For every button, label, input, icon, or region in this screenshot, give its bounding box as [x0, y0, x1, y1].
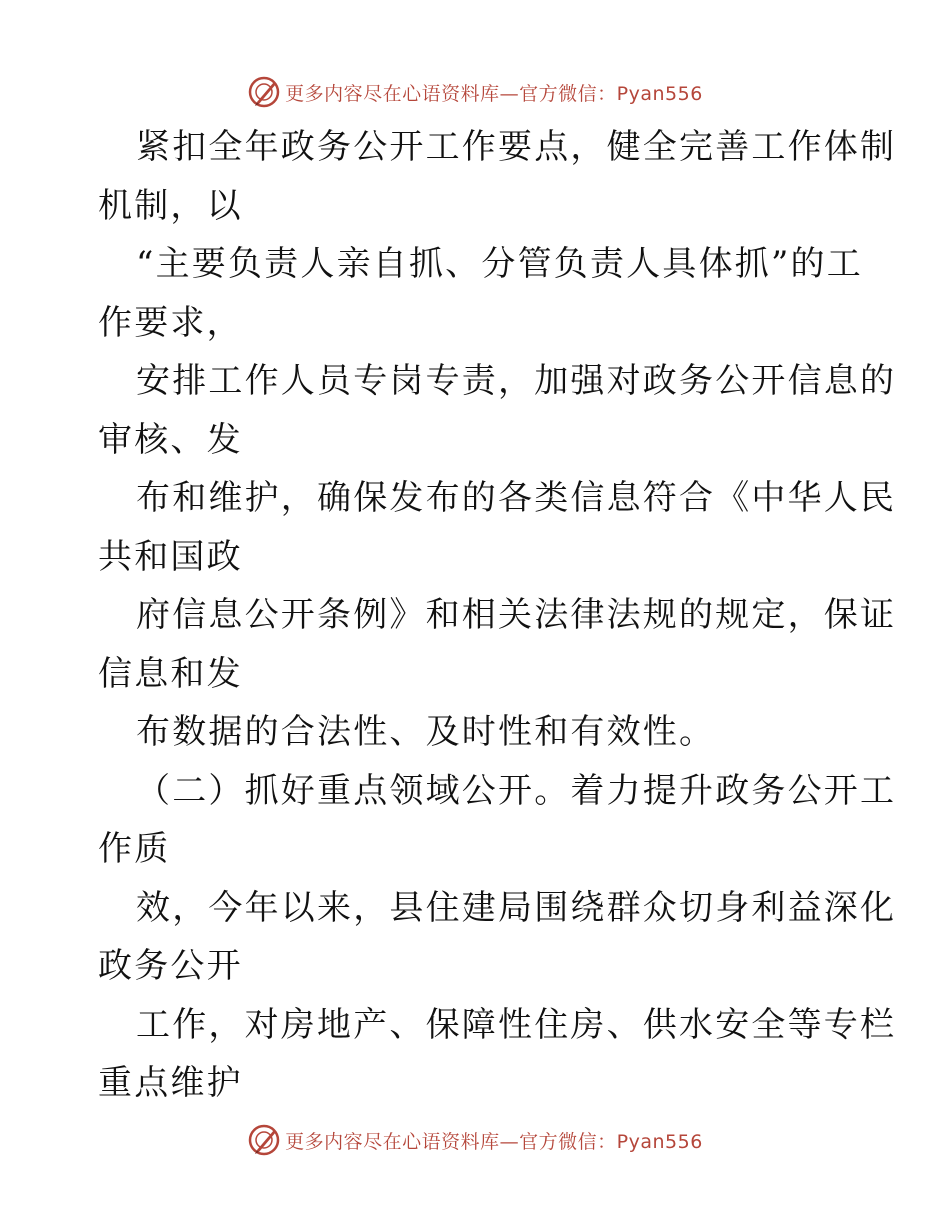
- body-line: （二）抓好重点领域公开。着力提升政务公开工: [136, 770, 897, 811]
- document-body: [98, 118, 897, 1113]
- body-line: 紧扣全年政务公开工作要点，健全完善工作体制: [136, 127, 897, 167]
- body-line: 审核、发: [98, 419, 243, 460]
- body-line: 重点维护: [98, 1063, 243, 1103]
- body-line: 府信息公开条例》和相关法律法规的规定，保证: [136, 595, 897, 635]
- body-line: “主要负责人亲自抓、分管负责人具体抓”的工: [136, 244, 863, 284]
- body-line: 布和维护，确保发布的各类信息符合《中华人民: [136, 478, 897, 518]
- footer-banner: [0, 1120, 950, 1160]
- body-line: 安排工作人员专岗专责，加强对政务公开信息的: [136, 361, 897, 401]
- header-banner: [0, 72, 950, 112]
- body-line: 作要求，: [98, 302, 243, 343]
- body-line: 工作，对房地产、保障性住房、供水安全等专栏: [136, 1004, 897, 1045]
- footer-banner-wechat-id: Pyan556: [616, 1130, 703, 1153]
- footer-banner-text: [285, 1127, 703, 1154]
- body-line: 效，今年以来，县住建局围绕群众切身利益深化: [136, 887, 897, 928]
- body-line: 机制，以: [98, 185, 243, 226]
- header-banner-text: [285, 79, 703, 106]
- body-line: 布数据的合法性、及时性和有效性。: [136, 712, 716, 752]
- body-line: 信息和发: [98, 653, 243, 694]
- body-line: 共和国政: [98, 536, 243, 577]
- pen-logo-icon: [247, 75, 281, 109]
- footer-banner-cn: 更多内容尽在心语资料库—官方微信：: [285, 1130, 617, 1153]
- header-banner-wechat-id: Pyan556: [616, 82, 703, 105]
- body-line: 作质: [98, 829, 171, 869]
- pen-logo-icon: [247, 1123, 281, 1157]
- body-line: 政务公开: [98, 946, 243, 986]
- header-banner-cn: 更多内容尽在心语资料库—官方微信：: [285, 82, 617, 105]
